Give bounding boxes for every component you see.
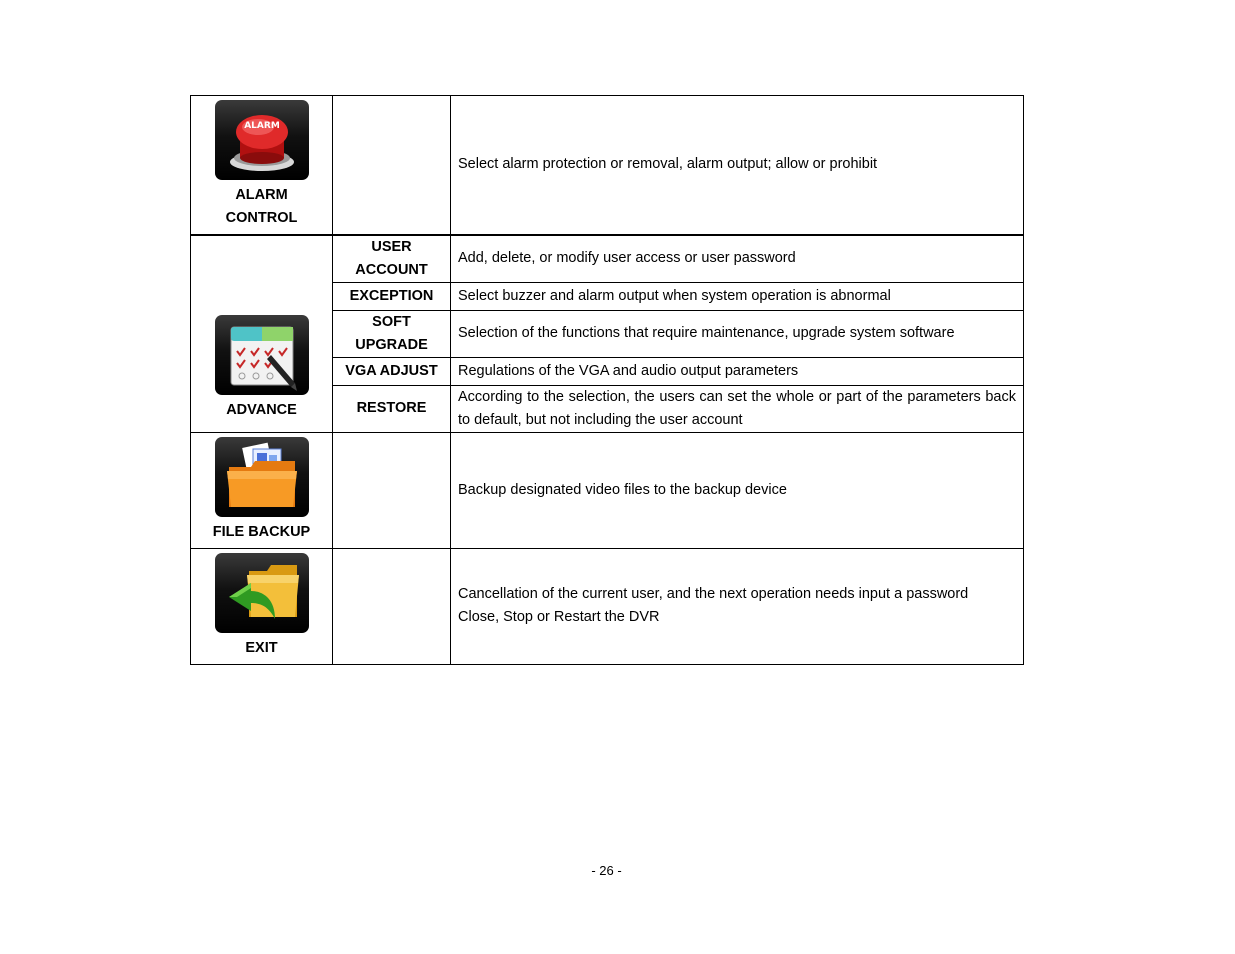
- user-account-label: [333, 235, 451, 283]
- vga-adjust-description: Regulations of the VGA and audio output parameters: [451, 357, 1024, 385]
- alarm-control-cell: [191, 96, 333, 235]
- restore-description: According to the selection, the users can set the whole or part of the parameters back to default, but not including the user account: [451, 385, 1024, 432]
- advance-cell: [191, 235, 333, 433]
- exception-label: EXCEPTION: [333, 282, 451, 310]
- exit-description-line2: Close, Stop or Restart the DVR: [458, 609, 660, 625]
- table-row-user-account: [191, 235, 1024, 283]
- alarm-control-label-line2: CONTROL: [225, 209, 298, 226]
- soft-upgrade-label-line2: UPGRADE: [355, 336, 428, 353]
- user-account-label-line2: ACCOUNT: [355, 261, 428, 278]
- user-account-description: Add, delete, or modify user access or user password: [451, 235, 1024, 283]
- calendar-checklist-icon: [215, 315, 309, 395]
- file-backup-description: Backup designated video files to the backup device: [451, 432, 1024, 548]
- exception-description: Select buzzer and alarm output when system operation is abnormal: [451, 282, 1024, 310]
- exit-label: EXIT: [245, 639, 278, 656]
- exit-cell: [191, 548, 333, 664]
- svg-text:ALARM: ALARM: [243, 120, 280, 131]
- table-row-exit: [191, 548, 1024, 664]
- exit-description-line1: Cancellation of the current user, and the next operation needs input a password: [458, 586, 969, 602]
- alarm-control-label-line1: ALARM: [235, 186, 288, 203]
- page-number: - 26 -: [591, 863, 622, 878]
- file-backup-subitem-cell: [333, 432, 451, 548]
- advance-label: ADVANCE: [226, 401, 297, 418]
- exit-folder-arrow-icon: [215, 553, 309, 633]
- vga-adjust-label: VGA ADJUST: [333, 357, 451, 385]
- alarm-button-icon: [215, 100, 309, 180]
- alarm-control-description: Select alarm protection or removal, alarm output; allow or prohibit: [451, 96, 1024, 235]
- table-row-file-backup: [191, 432, 1024, 548]
- user-account-label-line1: USER: [371, 238, 412, 255]
- soft-upgrade-label-line1: SOFT: [372, 313, 411, 330]
- table-row-alarm-control: [191, 96, 1024, 235]
- file-backup-label: FILE BACKUP: [212, 523, 311, 540]
- exit-description: [451, 548, 1024, 664]
- menu-function-table: [190, 95, 1024, 665]
- alarm-control-subitem-cell: [333, 96, 451, 235]
- soft-upgrade-label: [333, 310, 451, 357]
- folder-files-icon: [215, 437, 309, 517]
- soft-upgrade-description: Selection of the functions that require maintenance, upgrade system software: [451, 310, 1024, 357]
- file-backup-cell: [191, 432, 333, 548]
- exit-subitem-cell: [333, 548, 451, 664]
- restore-label: RESTORE: [333, 385, 451, 432]
